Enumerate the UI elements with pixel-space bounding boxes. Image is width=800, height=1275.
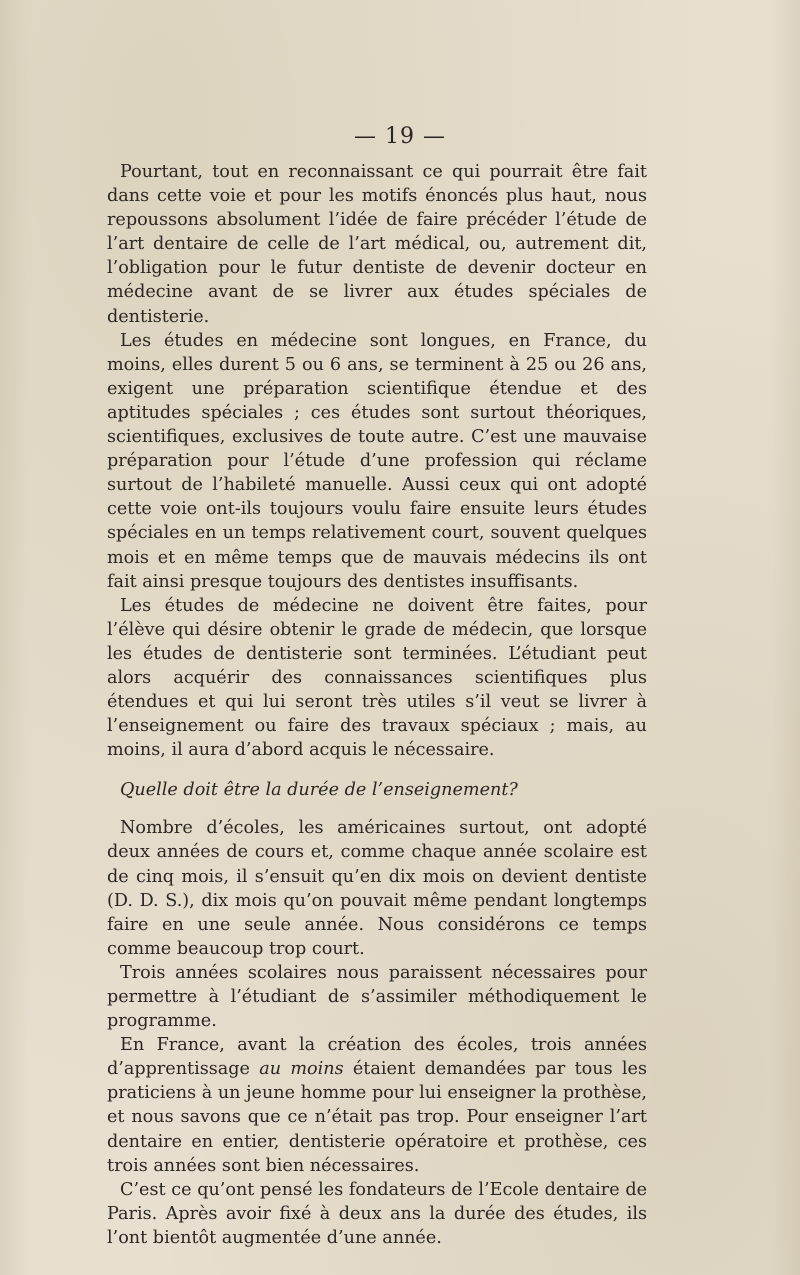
- text-run: En France, avant la création des écoles, trois années d’apprentissage: [107, 1035, 647, 1080]
- paragraph-pourtant: Pourtant, tout en reconnaissant ce qui pourrait être fait dans cette voie et pour les motifs énoncés plus haut, nous repoussons absolument l’idée de faire précéder l’étude de l’art dentaire de celle de l’art médical, ou, autrement dit, l’obligation pour le futur dentiste de devenir docteur en médecine avant de se livrer aux études spéciales de dentisterie.: [107, 162, 647, 327]
- paragraph-etudes-medecine: Les études en médecine sont longues, en France, du moins, elles durent 5 ou 6 ans, se terminent à 25 ou 26 ans, exigent une préparation scientifique étendue et des aptitudes spéciales ; ces études sont surtout théoriques, scientifiques, exclusives de toute autre. C’est une mauvaise préparation pour l’étude d’une profession qui réclame surtout de l’habileté manuelle. Aussi ceux qui ont adopté cette voie ont-ils toujours voulu faire ensuite leurs études spéciales en un temps relativement court, souvent quelques mois et en même temps que de mauvais médecins ils ont fait ainsi presque toujours des dentistes insuffisants.: [107, 330, 647, 592]
- body-text: [107, 160, 647, 1250]
- section-heading: Quelle doit être la durée de l’enseignement?: [120, 780, 518, 801]
- paragraph-trois-annees: Trois années scolaires nous paraissent nécessaires pour permettre à l’étudiant de s’assimiler méthodiquement le programme.: [107, 962, 647, 1032]
- paragraph-en-france: [107, 1033, 647, 1178]
- paragraph-nombre-ecoles: Nombre d’écoles, les américaines surtout, ont adopté deux années de cours et, comme chaque année scolaire est de cinq mois, il s’ensuit qu’en dix mois on devient dentiste (D. D. S.), dix mois qu’on pouvait même pendant longtemps faire en une seule année. Nous considérons ce temps comme beaucoup trop court.: [107, 818, 647, 959]
- text-run: étaient demandées par tous les praticiens à un jeune homme pour lui enseigner la prothèse, et nous savons que ce n’était pas trop. Pour enseigner l’art dentaire en entier, dentisterie opératoire et prothèse, ces trois années sont bien nécessaires.: [107, 1059, 647, 1176]
- emphasis-text: au moins: [259, 1059, 344, 1080]
- page-number: — 19 —: [354, 124, 446, 149]
- paragraph-etudes-faites: Les études de médecine ne doivent être faites, pour l’élève qui désire obtenir le grade de médecin, que lorsque les études de dentisterie sont terminées. L’étudiant peut alors acquérir des connaissances scientifiques plus étendues et qui lui seront très utiles s’il veut se livrer à l’enseignement ou faire des travaux spéciaux ; mais, au moins, il aura d’abord acquis le nécessaire.: [107, 595, 647, 761]
- paragraph-fondateurs: C’est ce qu’ont pensé les fondateurs de l’Ecole dentaire de Paris. Après avoir fixé à deux ans la durée des études, ils l’ont bientôt augmentée d’une année.: [107, 1179, 647, 1248]
